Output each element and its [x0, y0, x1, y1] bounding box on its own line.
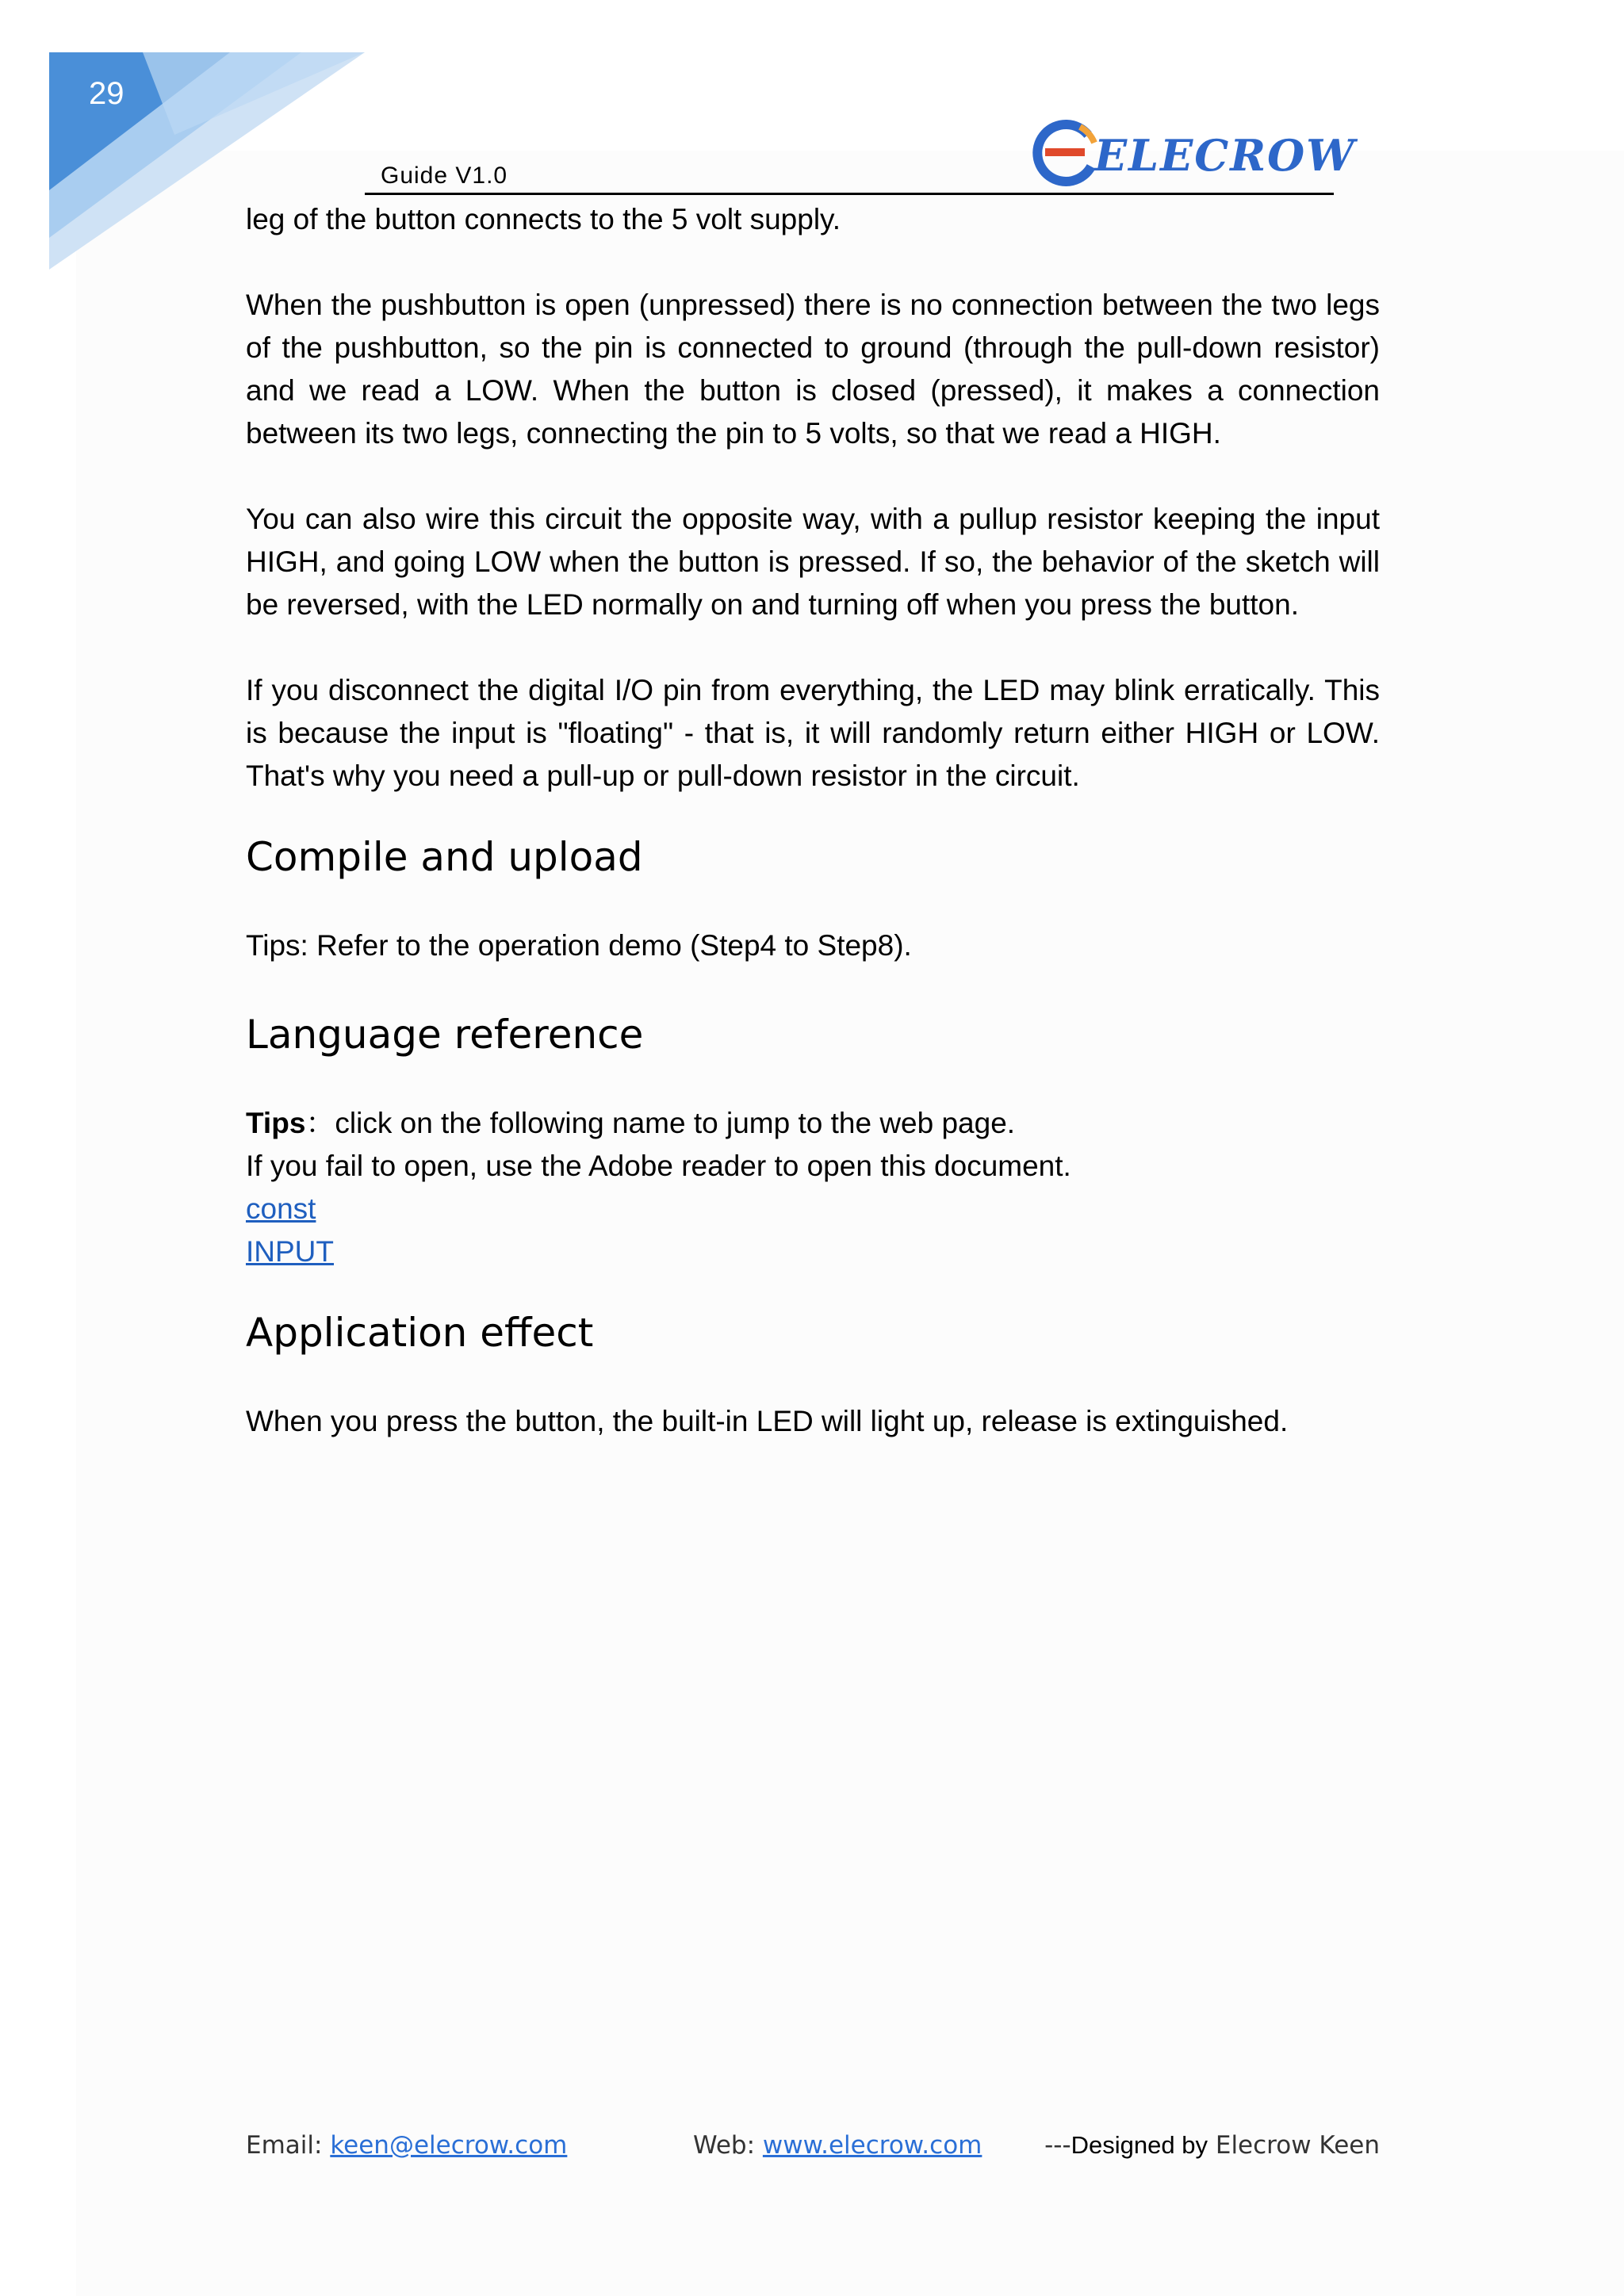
- paragraph: leg of the button connects to the 5 volt supply.: [246, 203, 841, 235]
- footer: [246, 2131, 1380, 2163]
- header-guide-version: Guide V1.0: [381, 163, 508, 189]
- footer-designed-label: Designed by: [1071, 2131, 1208, 2159]
- paragraph: If you disconnect the digital I/O pin from everything, the LED may blink erratically. This is because the input is "floating" - that is, it will randomly return either HIGH or LOW. That's why you need a pull-up or pull-down resistor in the circuit.: [246, 674, 1380, 792]
- link-const[interactable]: [246, 1188, 1380, 1230]
- footer-designed-by: [1044, 2131, 1380, 2160]
- tips-text: ：click on the following name to jump to the web page.: [305, 1107, 1016, 1139]
- paragraph: When the pushbutton is open (unpressed) there is no connection between the two legs of the pushbutton, so the pin is connected to ground (through the pull-down resistor) and we read a LOW. When the button is closed (pressed), it makes a connection between its two legs, connecting the pin to 5 volts, so that we read a HIGH.: [246, 289, 1380, 450]
- tips-label: Tips: [246, 1107, 306, 1139]
- elecrow-logo-icon: [1025, 111, 1104, 190]
- section-heading-application: Application effect: [246, 1310, 594, 1356]
- fail-text: If you fail to open, use the Adobe reader to open this document.: [246, 1150, 1071, 1182]
- main-content: [246, 198, 1380, 1443]
- header-rule: [365, 193, 1334, 195]
- footer-web-link[interactable]: www.elecrow.com: [762, 2131, 982, 2160]
- section-heading-compile: Compile and upload: [246, 834, 643, 880]
- section-heading-language: Language reference: [246, 1012, 644, 1058]
- footer-email-link[interactable]: keen@elecrow.com: [330, 2131, 568, 2160]
- logo-text: ELECROW: [1094, 130, 1356, 181]
- footer-email-label: Email:: [246, 2131, 331, 2160]
- compile-tips: Tips: Refer to the operation demo (Step4 to Step8).: [246, 929, 912, 962]
- footer-email: [246, 2131, 567, 2160]
- footer-web: [693, 2131, 982, 2160]
- paragraph: You can also wire this circuit the opposite way, with a pullup resistor keeping the input HIGH, and going LOW when the button is pressed. If so, the behavior of the sketch will be reversed, with the LED normally on and turning off when you press the button.: [246, 503, 1380, 621]
- footer-web-label: Web:: [693, 2131, 763, 2160]
- footer-designed-prefix: ---: [1044, 2131, 1071, 2160]
- link-input-text[interactable]: INPUT: [246, 1235, 334, 1268]
- elecrow-logo: [1025, 111, 1356, 190]
- tips-line: [246, 1102, 1380, 1145]
- link-const-text[interactable]: const: [246, 1192, 316, 1225]
- application-text: When you press the button, the built-in LED will light up, release is extinguished.: [246, 1405, 1289, 1437]
- footer-designer: Elecrow Keen: [1208, 2131, 1380, 2160]
- link-input[interactable]: [246, 1230, 1380, 1273]
- page-number: 29: [89, 76, 124, 111]
